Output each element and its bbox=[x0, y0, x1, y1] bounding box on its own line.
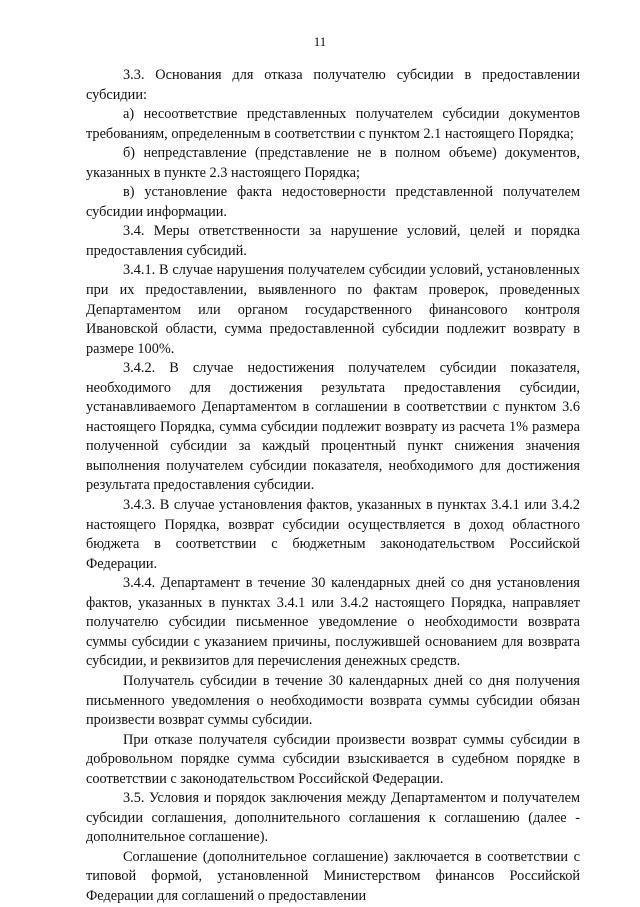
paragraph-3-3: 3.3. Основания для отказа получателю субсидии в предоставлении субсидии: bbox=[86, 67, 580, 103]
paragraph-refund-obligation: Получатель субсидии в течение 30 календарных дней со дня получения письменного уведомления о необходимости возврата суммы субсидии обязан произвести возврат суммы субсидии. bbox=[86, 672, 580, 729]
paragraph-3-4-3: 3.4.3. В случае установления фактов, указанных в пунктах 3.4.1 или 3.4.2 настоящего Порядка, возврат субсидии осуществляется в доход областного бюджета в соответствии с бюджетным законодательством Российской Федерации. bbox=[86, 497, 580, 572]
paragraph-3-3-a: а) несоответствие представленных получателем субсидии документов требованиям, определенным в соответствии с пунктом 2.1 настоящего Порядка; bbox=[86, 106, 580, 142]
paragraph-refusal-recovery: При отказе получателя субсидии произвести возврат суммы субсидии в добровольном порядке сумма субсидии взыскивается в судебном порядке в соответствии с законодательством Российской Федерации. bbox=[86, 731, 580, 787]
paragraph-3-4-1: 3.4.1. В случае нарушения получателем субсидии условий, установленных при их предоставлении, выявленного по фактам проверок, проведенных Департаментом или органом государственного финансового контроля Ивановской области, сумма предоставленной субсидии подлежит возврату в размере 100%. bbox=[86, 262, 580, 357]
document-body bbox=[86, 66, 580, 907]
paragraph-agreement-form: Соглашение (дополнительное соглашение) заключается в соответствии с типовой формой, установленной Министерством финансов Российской Федерации для соглашений о предоставлении bbox=[86, 848, 580, 904]
paragraph-3-5: 3.5. Условия и порядок заключения между Департаментом и получателем субсидии соглашения, дополнительного соглашения к соглашению (далее - дополнительное соглашение). bbox=[86, 790, 580, 846]
paragraph-3-4-4: 3.4.4. Департамент в течение 30 календарных дней со дня установления фактов, указанных в пунктах 3.4.1 или 3.4.2 настоящего Порядка, направляет получателю субсидии письменное уведомление о необходимости возврата суммы субсидии с указанием причины, послужившей основанием для возврата субсидии, и реквизитов для перечисления денежных средств. bbox=[86, 575, 580, 670]
paragraph-3-3-b: б) непредставление (представление не в полном объеме) документов, указанных в пункте 2.3 настоящего Порядка; bbox=[86, 145, 580, 181]
paragraph-3-4-2: 3.4.2. В случае недостижения получателем субсидии показателя, необходимого для достижения результата предоставления субсидии, устанавливаемого Департаментом в соглашении в соответствии с пунктом 3.6 настоящего Порядка, сумма субсидии подлежит возврату из расчета 1% размера полученной субсидии за каждый процентный пункт снижения значения выполнения получателем субсидии показателя, необходимого для достижения результата предоставления субсидии. bbox=[86, 360, 580, 494]
paragraph-3-4: 3.4. Меры ответственности за нарушение условий, целей и порядка предоставления субсидий. bbox=[86, 223, 580, 259]
paragraph-3-3-v: в) установление факта недостоверности представленной получателем субсидии информации. bbox=[86, 184, 580, 220]
page-number: 11 bbox=[313, 34, 327, 49]
